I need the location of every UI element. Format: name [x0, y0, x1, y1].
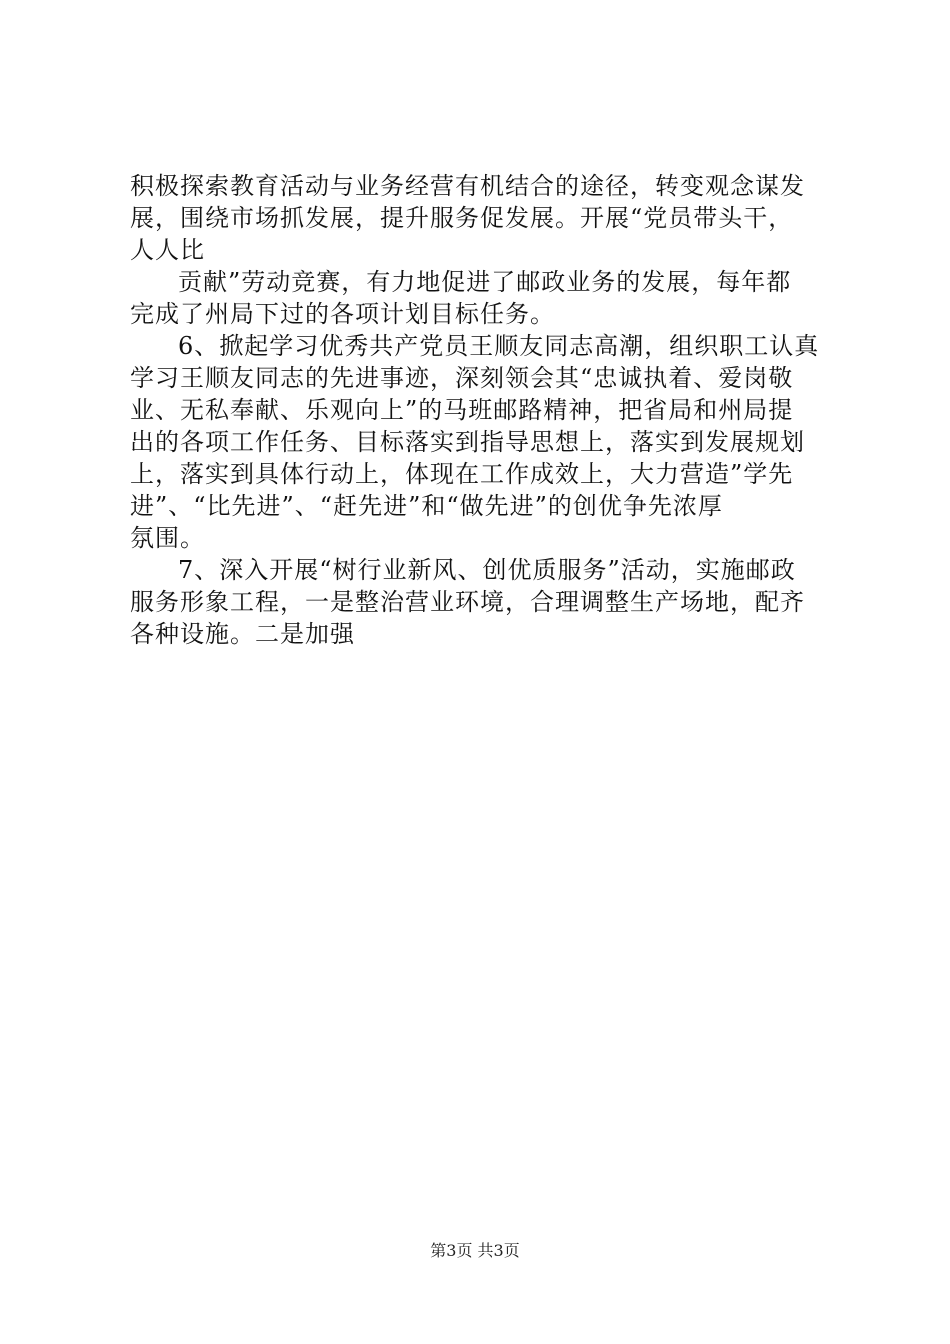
paragraph-1 — [130, 170, 830, 266]
text-line: 氛围。 — [130, 524, 205, 552]
text-line: 人人比 — [130, 236, 205, 264]
text-line: 完成了州局下过的各项计划目标任务。 — [130, 300, 555, 328]
page-number: 第3页 共3页 — [430, 1241, 520, 1260]
text-line: 贡献”劳动竞赛，有力地促进了邮政业务的发展，每年都 — [178, 268, 792, 296]
text-line: 积极探索教育活动与业务经营有机结合的途径，转变观念谋发 — [130, 172, 805, 200]
page-footer — [0, 1241, 950, 1261]
text-line: 进”、“比先进”、“赶先进”和“做先进”的创优争先浓厚 — [130, 492, 723, 520]
paragraph-2 — [130, 266, 830, 330]
text-line: 各种设施。二是加强 — [130, 620, 355, 648]
text-line: 出的各项工作任务、目标落实到指导思想上，落实到发展规划 — [130, 428, 805, 456]
text-line: 学习王顺友同志的先进事迹，深刻领会其“忠诚执着、爱岗敬 — [130, 364, 794, 392]
text-line: 7、深入开展“树行业新风、创优质服务”活动，实施邮政 — [178, 556, 796, 584]
text-line: 服务形象工程，一是整治营业环境，合理调整生产场地，配齐 — [130, 588, 805, 616]
paragraph-7 — [130, 554, 830, 650]
text-line: 展，围绕市场抓发展，提升服务促发展。开展“党员带头干， — [130, 204, 794, 232]
text-line: 6、掀起学习优秀共产党员王顺友同志高潮，组织职工认真 — [178, 332, 820, 360]
text-line: 上，落实到具体行动上，体现在工作成效上，大力营造”学先 — [130, 460, 794, 488]
document-body — [130, 170, 830, 650]
paragraph-6 — [130, 330, 830, 554]
text-line: 业、无私奉献、乐观向上”的马班邮路精神，把省局和州局提 — [130, 396, 794, 424]
